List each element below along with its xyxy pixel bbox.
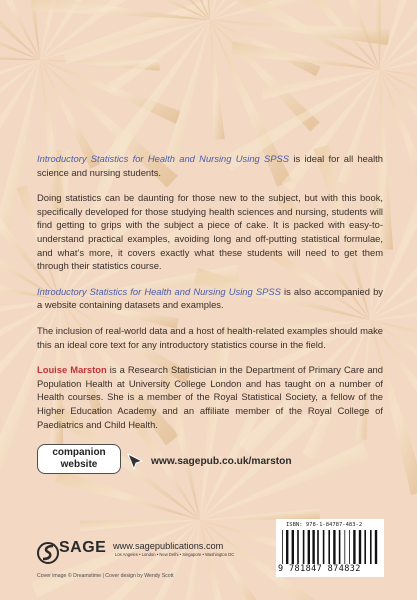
cover-credit: Cover image © Dreamstime | Cover design by Wendy Scott: [37, 573, 174, 579]
barcode-bar: [344, 530, 345, 564]
companion-website-badge: companion website: [37, 444, 121, 474]
background-stripe: [55, 469, 200, 520]
background-stripe: [164, 20, 211, 166]
barcode-bar: [328, 530, 330, 564]
author-bio: Louise Marston is a Research Statistician in the Department of Primary Care and Population Health at University College London and has taught on a number of Health courses. She is a member of the Royal Statistical Society, a fellow of the Higher Education Academy and an affiliate member of the Royal College of Paediatrics and Child Health.: [37, 364, 383, 430]
publisher-url: www.sagepublications.com: [113, 541, 224, 551]
barcode-bar: [282, 530, 283, 564]
cursor-arrow-icon: [126, 452, 146, 472]
book-title: Introductory Statistics for Health and Nursing Using SPSS: [37, 153, 290, 164]
barcode-bar: [303, 530, 305, 564]
barcode-digits: 9 781847 874832: [278, 564, 361, 574]
barcode-bar: [353, 530, 355, 564]
intro-paragraph: Introductory Statistics for Health and Nursing Using SPSS is ideal for all health science and nursing students.: [37, 153, 383, 178]
barcode-bar: [308, 530, 310, 564]
examples-paragraph: The inclusion of real-world data and a host of health-related examples should make this an ideal core text for any introductory statistics course in the field.: [37, 324, 383, 350]
barcode-bar: [370, 530, 372, 564]
back-cover-text: [37, 152, 383, 431]
website-paragraph: Introductory Statistics for Health and Nursing Using SPSS is also accompanied by a website containing datasets and examples.: [37, 285, 383, 311]
background-stripe: [80, 520, 200, 531]
background-stripe: [200, 443, 369, 520]
barcode-bars: [282, 530, 378, 564]
book-title: Introductory Statistics for Health and Nursing Using SPSS: [37, 285, 281, 297]
barcode-bar: [359, 530, 361, 564]
barcode-bar: [312, 530, 314, 564]
author-name: Louise Marston: [37, 364, 107, 376]
barcode-bar: [375, 530, 377, 564]
publisher-cities: Los Angeles • London • New Delhi • Singapore • Washington DC: [115, 552, 235, 557]
companion-website-url: www.sagepub.co.uk/marston: [151, 456, 292, 467]
isbn-label: ISBN: 978-1-84787-483-2: [286, 522, 363, 528]
barcode-bar: [323, 530, 325, 564]
barcode-bar: [364, 530, 366, 564]
barcode-bar: [297, 530, 299, 564]
description-paragraph: Doing statistics can be daunting for those new to the subject, but with this book, specifically developed for those studying health sciences and nursing, students will find getting to grips with the subject a piece of cake. It is packed with easy-to-understand practical examples, avoiding long and off-putting statistical formulae, and what’s more, it covers exactly what these students will need to get them through their statistics course.: [37, 192, 383, 272]
barcode-bar: [339, 530, 341, 564]
barcode-bar: [349, 530, 350, 564]
barcode: [276, 519, 384, 577]
barcode-bar: [286, 530, 288, 564]
publisher-name: SAGE: [59, 539, 107, 556]
barcode-bar: [317, 530, 319, 564]
barcode-bar: [333, 530, 335, 564]
barcode-bar: [292, 530, 294, 564]
